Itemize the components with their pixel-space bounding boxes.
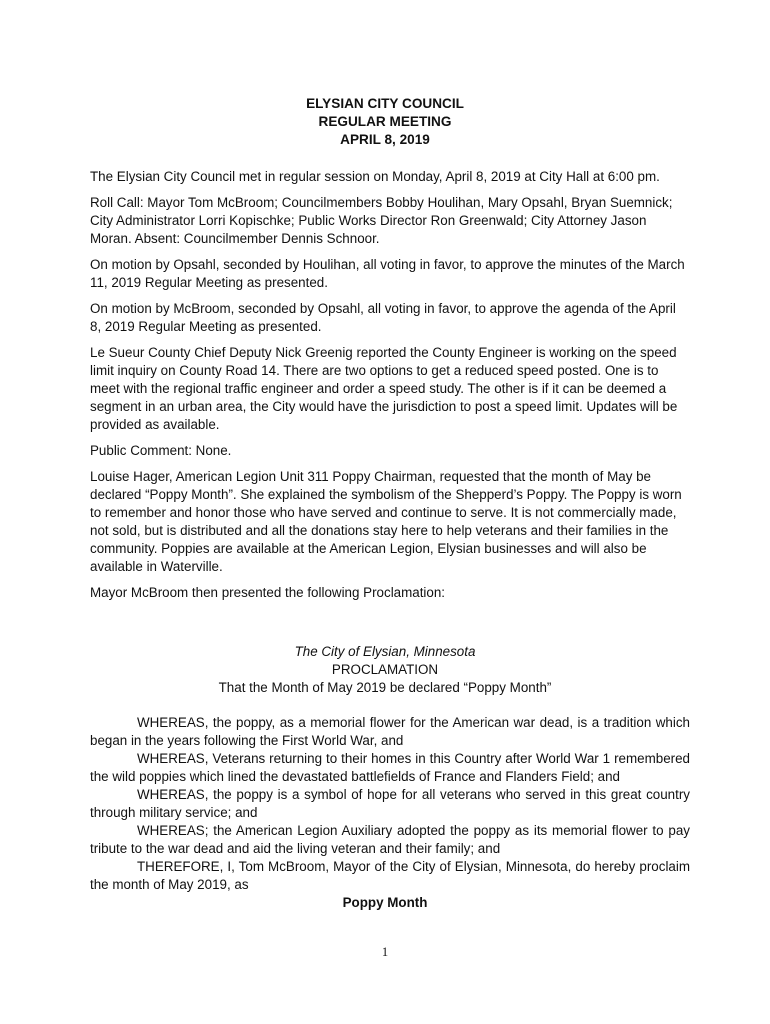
whereas-clause: WHEREAS, Veterans returning to their homes in this Country after World War 1 remembered the wild poppies which lined the devastated battlefields of France and Flanders Field; and: [90, 751, 690, 784]
proclamation-subtitle: That the Month of May 2019 be declared “Poppy Month”: [218, 680, 552, 695]
meeting-type: REGULAR MEETING: [318, 114, 452, 129]
minutes-body: [90, 168, 690, 610]
opening-paragraph: The Elysian City Council met in regular session on Monday, April 8, 2019 at City Hall at 6:00 pm.: [90, 169, 660, 184]
public-comment-paragraph: Public Comment: None.: [90, 443, 232, 458]
page-number: 1: [381, 945, 389, 959]
proclamation-title: PROCLAMATION: [331, 662, 439, 677]
minutes-motion-paragraph: On motion by Opsahl, seconded by Houlihan, all voting in favor, to approve the minutes of the March 11, 2019 Regular Meeting as presented.: [90, 257, 685, 290]
therefore-clause: THEREFORE, I, Tom McBroom, Mayor of the City of Elysian, Minnesota, do hereby proclaim the month of May 2019, as: [90, 859, 690, 892]
agenda-motion-paragraph: On motion by McBroom, seconded by Opsahl, all voting in favor, to approve the agenda of the April 8, 2019 Regular Meeting as presented.: [90, 301, 676, 334]
council-name: ELYSIAN CITY COUNCIL: [306, 96, 464, 111]
proclamation-heading: [0, 643, 770, 697]
speed-limit-paragraph: Le Sueur County Chief Deputy Nick Greenig reported the County Engineer is working on the speed limit inquiry on County Road 14. There are two options to get a reduced speed posted. One is to meet with the regional traffic engineer and order a speed study. The other is if it can be deemed a segment in an urban area, the City would have the jurisdiction to post a speed limit. Updates will be provided as available.: [90, 345, 678, 432]
whereas-clause: WHEREAS, the poppy is a symbol of hope for all veterans who served in this great country through military service; and: [90, 787, 690, 820]
proclamation-city: The City of Elysian, Minnesota: [294, 644, 476, 659]
proclamation-closing: Poppy Month: [342, 895, 428, 910]
proclamation-intro-paragraph: Mayor McBroom then presented the following Proclamation:: [90, 585, 446, 600]
roll-call-paragraph: Roll Call: Mayor Tom McBroom; Councilmembers Bobby Houlihan, Mary Opsahl, Bryan Suemnick; City Administrator Lorri Kopischke; Public Works Director Ron Greenwald; City Attorney Jason Moran. Absent: Councilmember Dennis Schnoor.: [90, 195, 673, 246]
poppy-request-paragraph: Louise Hager, American Legion Unit 311 Poppy Chairman, requested that the month of May be declared “Poppy Month”. She explained the symbolism of the Shepperd’s Poppy. The Poppy is worn to remember and honor those who have served and continue to serve. It is not commercially made, not sold, but is distributed and all the donations stay here to help veterans and their families in the community. Poppies are available at the American Legion, Elysian businesses and will also be available in Waterville.: [90, 469, 682, 574]
whereas-clause: WHEREAS; the American Legion Auxiliary adopted the poppy as its memorial flower to pay tribute to the war dead and aid the living veteran and their family; and: [90, 823, 690, 856]
whereas-clause: WHEREAS, the poppy, as a memorial flower for the American war dead, is a tradition which began in the years following the First World War, and: [90, 715, 690, 748]
document-heading: [0, 95, 770, 149]
meeting-date: APRIL 8, 2019: [340, 132, 430, 147]
proclamation-clauses: [90, 714, 690, 894]
